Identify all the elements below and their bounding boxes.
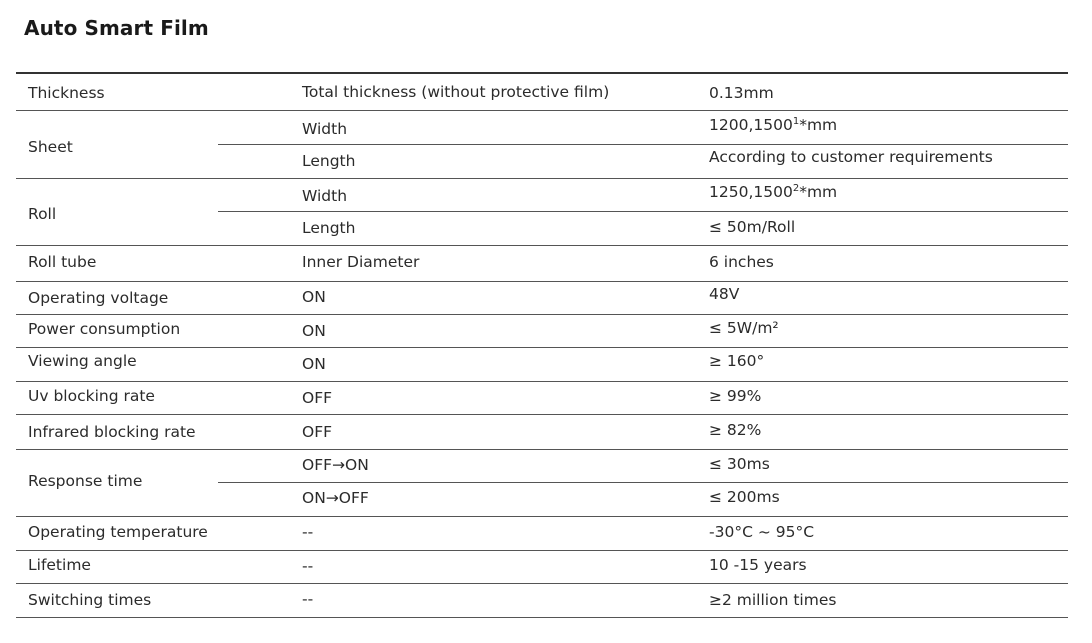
table-rule bbox=[218, 211, 1068, 212]
value-text: ≤ 5W/m² bbox=[709, 319, 779, 337]
param-label: Response time bbox=[28, 472, 143, 490]
table-rule bbox=[16, 347, 1068, 348]
spec-table bbox=[16, 72, 1068, 618]
table-rule bbox=[16, 314, 1068, 315]
value-text: 6 inches bbox=[709, 253, 774, 271]
value-text: ≥ 160° bbox=[709, 352, 765, 370]
value-text: ≤ 50m/Roll bbox=[709, 218, 796, 236]
param-label: Roll tube bbox=[28, 253, 97, 271]
table-rule bbox=[16, 449, 1068, 450]
table-rule bbox=[218, 144, 1068, 145]
value-text: 10 -15 years bbox=[709, 556, 807, 574]
condition-label: OFF bbox=[302, 389, 333, 407]
param-label: Roll bbox=[28, 205, 57, 223]
table-rule bbox=[16, 245, 1068, 246]
table-rule bbox=[16, 414, 1068, 415]
param-label: Operating voltage bbox=[28, 289, 169, 307]
condition-label: Inner Diameter bbox=[302, 253, 420, 271]
table-rule bbox=[16, 381, 1068, 382]
table-rule bbox=[16, 178, 1068, 179]
param-label: Thickness bbox=[28, 84, 105, 102]
value-text: According to customer requirements bbox=[709, 148, 993, 166]
table-rule bbox=[16, 281, 1068, 282]
value-text: -30°C ~ 95°C bbox=[709, 523, 815, 541]
condition-label: OFF bbox=[302, 423, 333, 441]
value-text: 1250,1500$^2$*mm bbox=[709, 182, 838, 201]
value-text: ≥2 million times bbox=[709, 591, 837, 609]
value-text: 1200,1500$^1$*mm bbox=[709, 115, 838, 134]
condition-label: Width bbox=[302, 120, 348, 138]
value-text: ≤ 30ms bbox=[709, 455, 770, 473]
table-rule bbox=[16, 550, 1068, 551]
table-rule bbox=[16, 516, 1068, 517]
condition-label: ON bbox=[302, 355, 326, 373]
param-label: Infrared blocking rate bbox=[28, 423, 196, 441]
condition-label: ON→OFF bbox=[302, 489, 369, 507]
condition-label: -- bbox=[302, 590, 314, 608]
table-rule bbox=[16, 110, 1068, 111]
value-text: ≥ 82% bbox=[709, 421, 762, 439]
param-label: Lifetime bbox=[28, 556, 91, 574]
condition-label: Length bbox=[302, 219, 356, 237]
table-rule bbox=[16, 72, 1068, 74]
table-rule bbox=[218, 482, 1068, 483]
table-rule bbox=[16, 617, 1068, 618]
condition-label: Total thickness (without protective film) bbox=[302, 83, 610, 101]
param-label: Viewing angle bbox=[28, 352, 137, 370]
condition-label: Width bbox=[302, 187, 348, 205]
value-text: 0.13mm bbox=[709, 84, 774, 102]
param-label: Uv blocking rate bbox=[28, 387, 155, 405]
condition-label: ON bbox=[302, 288, 326, 306]
table-rule bbox=[16, 583, 1068, 584]
value-text: ≤ 200ms bbox=[709, 488, 780, 506]
value-text: ≥ 99% bbox=[709, 387, 762, 405]
param-label: Sheet bbox=[28, 138, 73, 156]
value-text: 48V bbox=[709, 285, 740, 303]
condition-label: ON bbox=[302, 322, 326, 340]
condition-label: -- bbox=[302, 557, 314, 575]
condition-label: OFF→ON bbox=[302, 456, 369, 474]
condition-label: -- bbox=[302, 523, 314, 541]
param-label: Power consumption bbox=[28, 320, 181, 338]
param-label: Switching times bbox=[28, 591, 152, 609]
condition-label: Length bbox=[302, 152, 356, 170]
page-title: Auto Smart Film bbox=[24, 16, 209, 40]
param-label: Operating temperature bbox=[28, 523, 208, 541]
